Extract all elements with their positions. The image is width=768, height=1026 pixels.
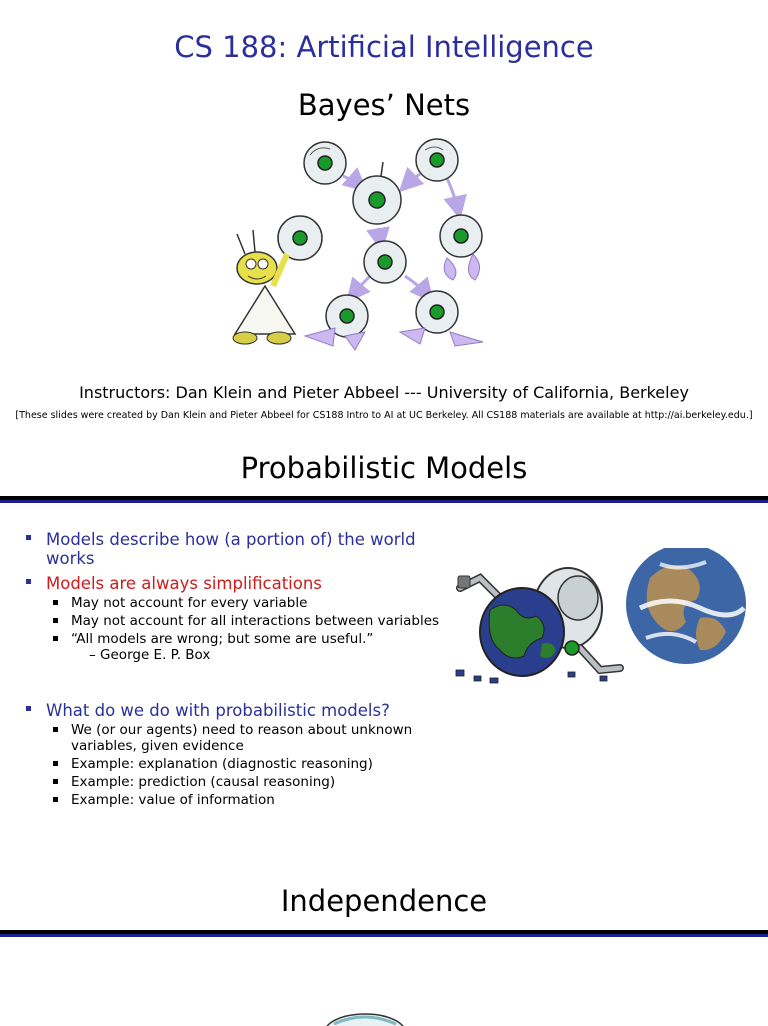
sub-bullet: We (or our agents) need to reason about unknown variables, given evidence — [46, 722, 426, 754]
sub-bullet: Example: explanation (diagnostic reasoning) — [46, 756, 426, 772]
bullet-list — [26, 530, 446, 568]
slide-title: Probabilistic Models — [240, 451, 528, 485]
credits-note: [These slides were created by Dan Klein and Pieter Abbeel for CS188 Intro to AI at UC Berkeley. All CS188 materials are available at http://ai.berkeley.edu.] — [15, 410, 753, 421]
quote-attribution: – George E. P. Box — [89, 647, 211, 663]
bullet-simplifications — [26, 574, 446, 663]
title-slide — [0, 0, 768, 440]
lecture-title: Bayes’ Nets — [297, 88, 471, 122]
instructors-line: Instructors: Dan Klein and Pieter Abbeel --- University of California, Berkeley — [79, 383, 689, 402]
sub-bullet-list — [46, 722, 426, 808]
robot-world-illustration — [450, 548, 750, 688]
slide-title: Independence — [280, 884, 488, 918]
robot-head-partial-icon — [310, 1006, 420, 1026]
bullet-text: What do we do with probabilistic models? — [46, 701, 390, 720]
sub-bullet-list — [46, 595, 446, 663]
bullet-list — [26, 574, 446, 665]
bullet-text: Models are always simplifications — [46, 574, 322, 593]
bullet-models-describe — [26, 530, 446, 568]
quote-text: “All models are wrong; but some are useful.” — [71, 631, 374, 647]
bayes-net-robots-illustration — [215, 136, 505, 354]
sub-bullet: Example: value of information — [46, 792, 426, 808]
title-rule — [0, 930, 768, 937]
bullet-list — [26, 701, 426, 810]
bullet-text: Models describe how (a portion of) the world works — [46, 530, 416, 568]
course-title: CS 188: Artificial Intelligence — [174, 30, 594, 64]
earth-globe-icon — [626, 548, 746, 664]
bullet-what-do-we-do — [26, 701, 426, 808]
sub-bullet: Example: prediction (causal reasoning) — [46, 774, 426, 790]
sub-bullet: May not account for every variable — [46, 595, 446, 611]
sub-bullet: May not account for all interactions between variables — [46, 613, 446, 629]
sub-bullet-quote — [46, 631, 446, 663]
title-rule — [0, 496, 768, 503]
puzzle-globe-icon — [480, 588, 564, 676]
